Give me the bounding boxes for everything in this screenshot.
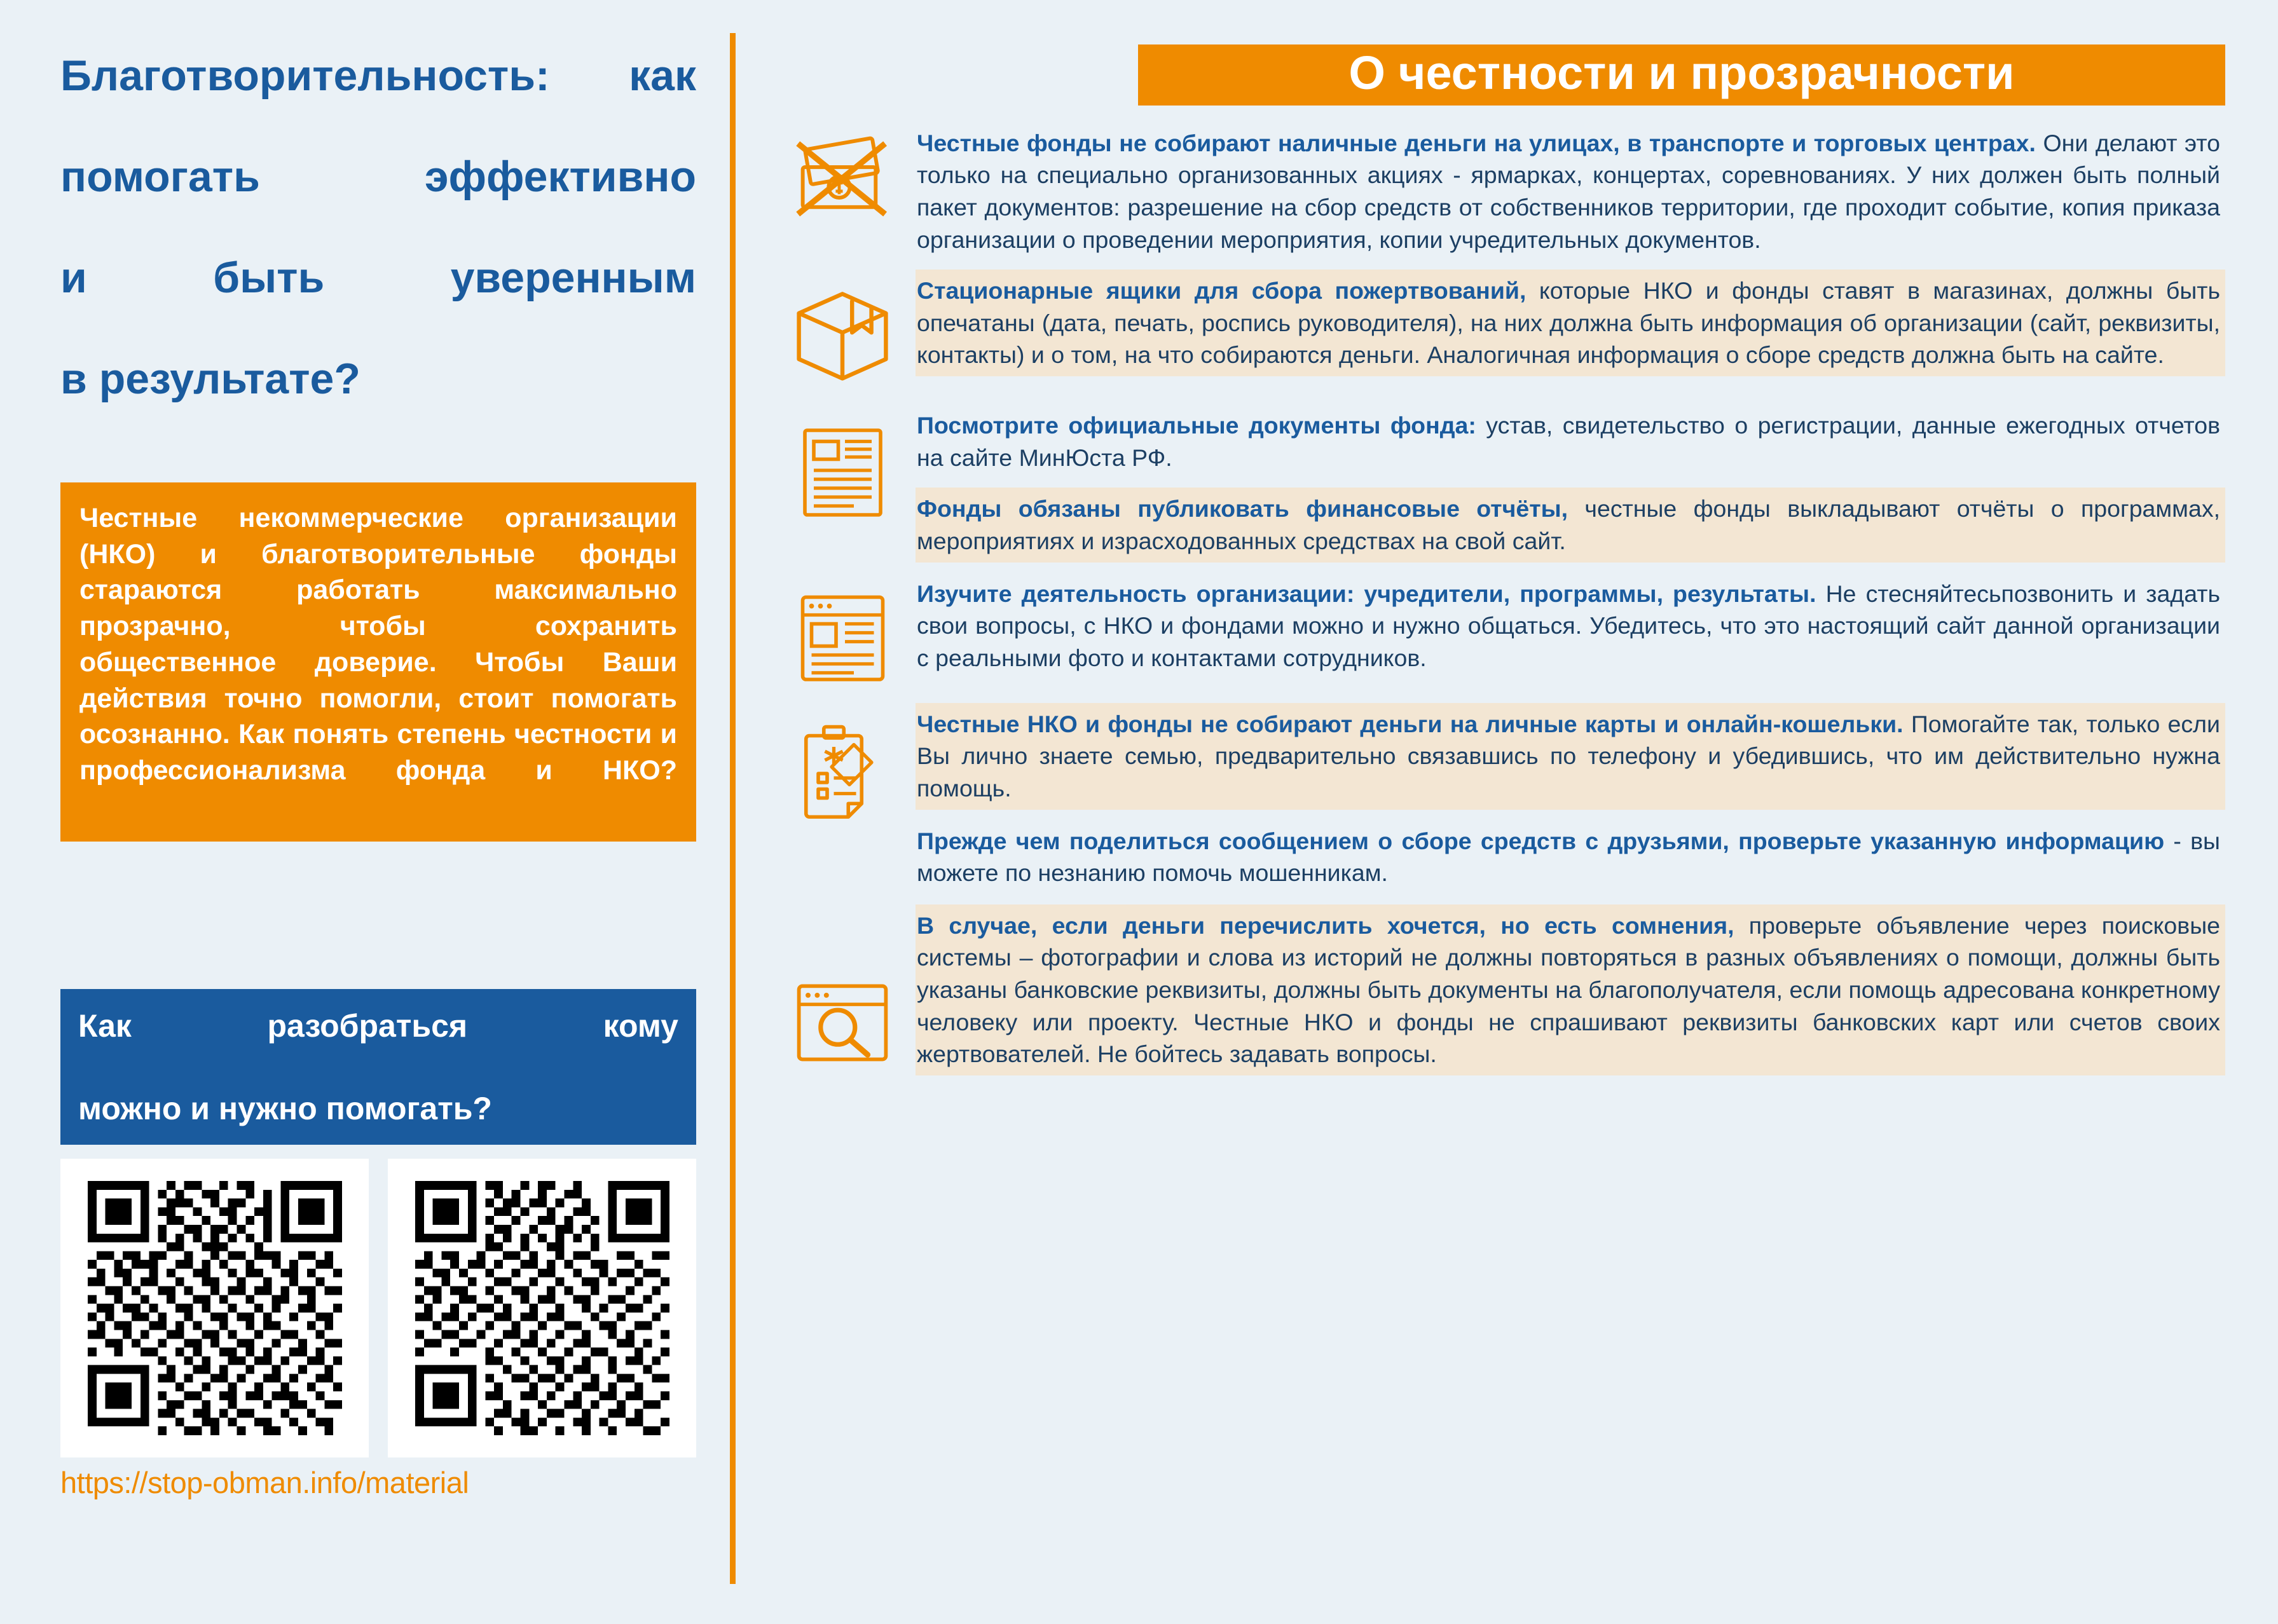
- left-column: [60, 51, 696, 1500]
- section-title: О честности и прозрачности: [1138, 44, 2225, 106]
- advice-text: [916, 122, 2225, 261]
- advice-body: Помогайте так, только если Вы лично знаете семью, предварительно связавшись по телефону и убедившись, что им действительно нужна помощь.: [917, 710, 2220, 802]
- advice-lead: Изучите деятельность организации: учредители, программы, результаты.: [917, 580, 1816, 607]
- qr-code-left-container[interactable]: [60, 1159, 369, 1457]
- icon-cell: [769, 270, 916, 395]
- advice-text: [916, 820, 2225, 894]
- list-item: [769, 122, 2225, 261]
- page-title-line-1: Благотворительность: как: [60, 51, 696, 100]
- document-text-icon: [787, 417, 898, 528]
- clipboard-checklist-icon: [787, 716, 898, 827]
- list-item: [769, 573, 2225, 693]
- intro-orange-text: Честные некоммерческие организации (НКО) и благотворительные фонды стараются работать максимально прозрачно, чтобы сохранить общественное доверие. Чтобы Ваши действия точно помогли, стоит помогать осознанно. Как понять степень честности и профессионализма фонда и НКО?: [79, 502, 677, 786]
- source-link[interactable]: https://stop-obman.info/material: [60, 1465, 469, 1499]
- advice-text: [916, 270, 2225, 376]
- qr-code-row: [60, 1159, 696, 1457]
- qr-code-right-container[interactable]: [388, 1159, 696, 1457]
- advice-text: [916, 404, 2225, 479]
- advice-text: [916, 573, 2225, 679]
- cta-blue-box: [60, 989, 696, 1145]
- icon-cell: [769, 122, 916, 245]
- list-item: [769, 404, 2225, 563]
- icon-cell: [769, 404, 916, 528]
- page-title: [60, 51, 696, 405]
- advice-body: честные фонды выкладывают отчёты о программах, мероприятиях и израсходованных средствах на свой сайт.: [917, 495, 2220, 555]
- advice-lead: Прежде чем поделиться сообщением о сборе средств с друзьями, проверьте указанную информацию: [917, 827, 2165, 854]
- page-title-line-3: и быть уверенным: [60, 254, 696, 303]
- crossed-out-cash-icon: [784, 127, 902, 245]
- list-item: [769, 904, 2225, 1080]
- advice-body: Не стесняйтесьпозвонить и задать свои вопросы, с НКО и фондами можно и нужно общаться. Убедитесь, что это настоящий сайт данной организации с реальными фото и контактами сотрудников.: [917, 580, 2220, 671]
- advice-lead: В случае, если деньги перечислить хочется, но есть сомнения,: [917, 911, 1734, 939]
- list-item: [769, 270, 2225, 395]
- list-item: [769, 703, 2225, 894]
- advice-lead: Фонды обязаны публиковать финансовые отчёты,: [917, 495, 1568, 522]
- page-title-line-2: помогать эффективно: [60, 153, 696, 201]
- qr-code-right[interactable]: [415, 1181, 669, 1435]
- advice-text: [916, 703, 2225, 810]
- advice-body: устав, свидетельство о регистрации, данные ежегодных отчетов на сайте МинЮста РФ.: [917, 412, 2220, 471]
- icon-cell: [769, 703, 916, 827]
- qr-code-left[interactable]: [88, 1181, 342, 1435]
- cta-line-2: можно и нужно помогать?: [78, 1090, 492, 1126]
- icon-cell: [769, 904, 916, 1080]
- icon-cell: [769, 573, 916, 693]
- right-column: [769, 44, 2225, 1080]
- advice-body: которые НКО и фонды ставят в магазинах, должны быть опечатаны (дата, печать, роспись руководителя), на них должна быть информация об организации (сайт, реквизиты, контакты) и о том, на что собираются деньги. Аналогичная информация о сборе средств должна быть на сайте.: [917, 277, 2221, 369]
- advice-body: проверьте объявление через поисковые системы – фотографии и слова из историй не должны повторяться в разных объявлениях о помощи, должны быть указаны банковские реквизиты, должны быть документы на благополучателя, если помощь адресована конкретному человеку или проекту. Честные НКО и фонды не спрашивают реквизиты банковских карт или счетов своих жертвователей. Не бойтесь задавать вопросы.: [917, 911, 2220, 1068]
- cta-line-1: Как разобраться кому: [78, 1007, 678, 1044]
- advice-text: [916, 904, 2225, 1075]
- advice-list: [769, 122, 2225, 1080]
- advice-lead: Стационарные ящики для сбора пожертвований,: [917, 277, 1527, 304]
- intro-orange-box: [60, 482, 696, 842]
- advice-body: Они делают это только на специально организованных акциях - ярмарках, концертах, соревнованиях. У них должен быть полный пакет документов: разрешение на сбор средств от собственников территории, где проходит событие, копия приказа организации о проведении мероприятия, копии учредительных документов.: [917, 129, 2220, 253]
- page-title-line-4: в результате?: [60, 355, 360, 404]
- advice-lead: Честные фонды не собирают наличные деньги на улицах, в транспорте и торговых центрах.: [917, 129, 2036, 156]
- donation-box-icon: [782, 275, 903, 395]
- advice-lead: Посмотрите официальные документы фонда:: [917, 412, 1476, 439]
- search-browser-icon: [785, 966, 900, 1080]
- website-page-icon: [787, 582, 898, 693]
- advice-lead: Честные НКО и фонды не собирают деньги на личные карты и онлайн-кошельки.: [917, 710, 1904, 737]
- advice-body: - вы можете по незнанию помочь мошенникам.: [917, 827, 2220, 887]
- advice-text: [916, 488, 2225, 562]
- vertical-divider: [730, 33, 736, 1584]
